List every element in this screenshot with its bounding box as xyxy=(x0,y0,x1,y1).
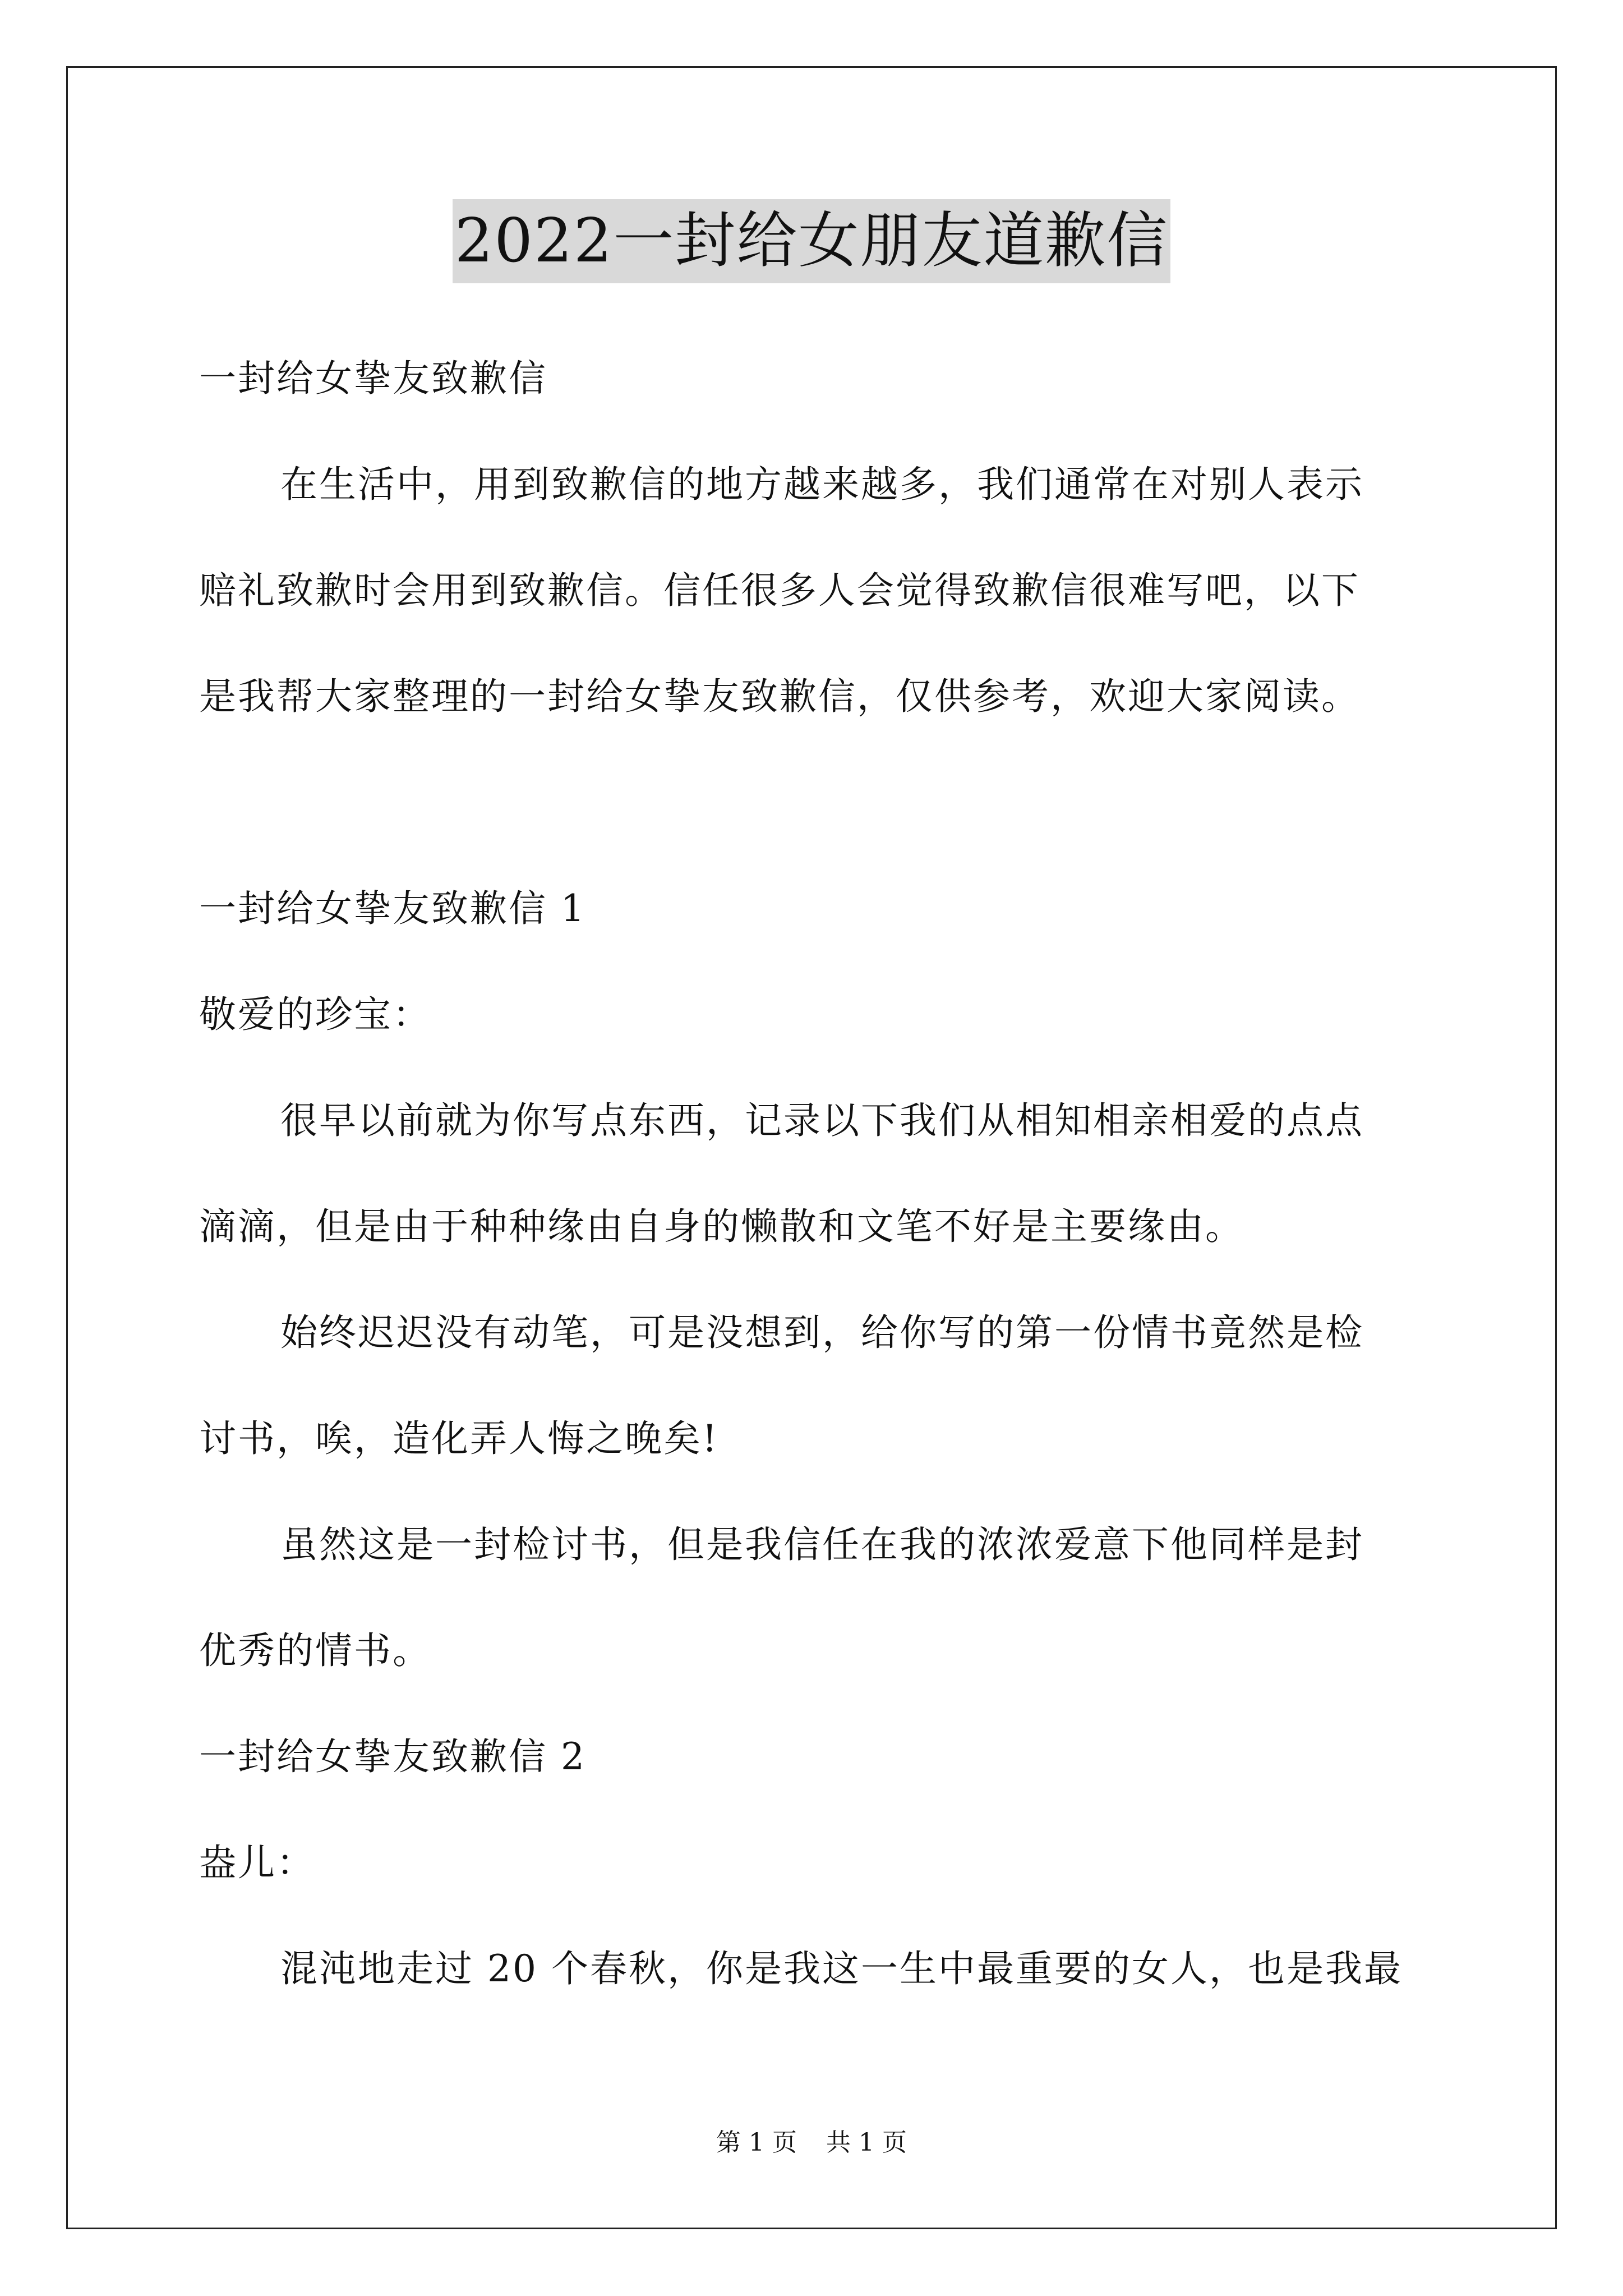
page-number: 第 1 页 xyxy=(716,2128,797,2157)
intro-line-3: 是我帮大家整理的一封给女挚友致歉信，仅供参考，欢迎大家阅读。 xyxy=(199,675,1360,718)
subtitle-line: 一封给女挚友致歉信 xyxy=(199,357,547,400)
page-footer xyxy=(0,2126,1623,2160)
section-heading-2: 一封给女挚友致歉信 2 xyxy=(199,1735,586,1778)
title-container xyxy=(0,199,1623,283)
body-line: 很早以前就为你写点东西，记录以下我们从相知相亲相爱的点点 xyxy=(280,1099,1364,1142)
salutation-2: 盎儿： xyxy=(199,1841,315,1884)
body-line: 虽然这是一封检讨书，但是我信任在我的浓浓爱意下他同样是封 xyxy=(280,1523,1364,1566)
body-line: 混沌地走过 20 个春秋，你是我这一生中最重要的女人，也是我最 xyxy=(280,1947,1403,1990)
page-total: 共 1 页 xyxy=(826,2128,907,2157)
salutation-1: 敬爱的珍宝： xyxy=(199,993,431,1036)
body-line: 始终迟迟没有动笔，可是没想到，给你写的第一份情书竟然是检 xyxy=(280,1311,1364,1354)
intro-line-1: 在生活中，用到致歉信的地方越来越多，我们通常在对别人表示 xyxy=(280,463,1364,506)
body-line: 滴滴，但是由于种种缘由自身的懒散和文笔不好是主要缘由。 xyxy=(199,1205,1244,1248)
intro-line-2: 赔礼致歉时会用到致歉信。信任很多人会觉得致歉信很难写吧，以下 xyxy=(199,569,1360,612)
document-title: 2022一封给女朋友道歉信 xyxy=(453,199,1171,283)
section-heading-1: 一封给女挚友致歉信 1 xyxy=(199,887,586,930)
body-line: 优秀的情书。 xyxy=(199,1629,431,1672)
body-line: 讨书，唉，造化弄人悔之晚矣! xyxy=(199,1417,719,1460)
